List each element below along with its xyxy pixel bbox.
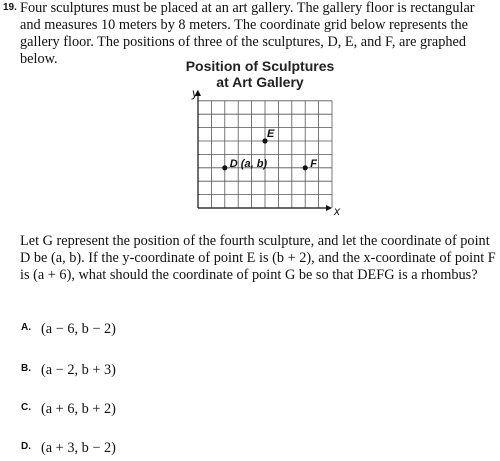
- x-axis-label: x: [334, 204, 340, 218]
- choice-b-text: (a − 2, b + 3): [41, 362, 116, 378]
- point-marker: [303, 165, 308, 170]
- point-label: F: [310, 157, 317, 170]
- question-stem: Four sculptures must be placed at an art gallery. The gallery floor is rectangular and measures 10 meters by 8 meters. The coordinate grid below represents the gallery floor. The positions of three of the sculptures, D, E, and F, are graphed below.: [20, 0, 475, 67]
- figure-title-line-2: at Art Gallery: [216, 74, 304, 90]
- x-axis-arrow: [326, 205, 332, 211]
- point-marker: [222, 165, 227, 170]
- choice-b-letter: B.: [21, 363, 31, 374]
- choice-a[interactable]: [0, 322, 500, 342]
- choice-c-text: (a + 6, b + 2): [41, 401, 116, 417]
- question-prompt: Let G represent the position of the fourth sculpture, and let the coordinate of point D be (a, b). If the y-coordinate of point E is (b + 2), and the x-coordinate of point F is (a + 6), what should the coordinate of point G be so that DEFG is a rhombus?: [20, 233, 496, 283]
- point-label: D (a, b): [229, 157, 268, 170]
- question-number: 19.: [3, 2, 17, 13]
- figure-title: [160, 58, 360, 90]
- choice-d-letter: D.: [21, 441, 31, 452]
- choice-a-text: (a − 6, b − 2): [41, 321, 116, 337]
- choice-a-letter: A.: [21, 322, 31, 333]
- points-layer: [222, 128, 317, 170]
- grid-lines: [198, 101, 332, 208]
- coordinate-grid-figure: [180, 88, 350, 218]
- choice-d-text: (a + 3, b − 2): [41, 440, 116, 456]
- y-axis-label: y: [192, 88, 198, 100]
- choice-c[interactable]: [0, 402, 500, 422]
- point-label: E: [267, 128, 275, 140]
- choice-c-letter: C.: [21, 402, 31, 413]
- figure-title-line-1: Position of Sculptures: [185, 58, 335, 74]
- axes: [195, 90, 332, 211]
- choice-d[interactable]: [0, 441, 500, 461]
- choice-b[interactable]: [0, 363, 500, 383]
